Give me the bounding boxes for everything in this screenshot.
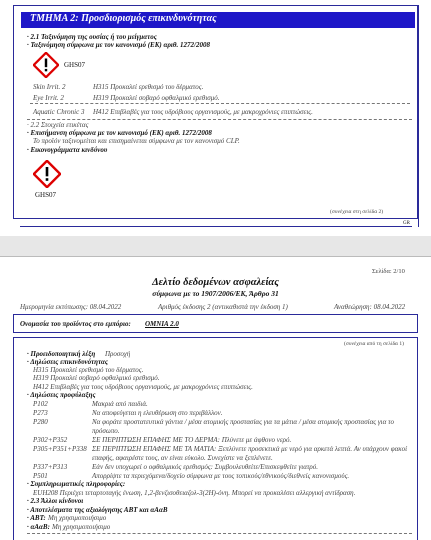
class-row-cls: Skin Irrit. 2 <box>33 83 66 91</box>
divider <box>30 103 410 104</box>
page-gap <box>0 236 431 257</box>
section-title: ΤΜΗΜΑ 2: Προσδιορισμός επικινδυνότητας <box>30 13 217 24</box>
version-number: Αριθμός έκδοσης 2 (αντικαθιστά την έκδοση 1) <box>158 303 288 311</box>
hazard-heading: · Δηλώσεις επικινδυνότητας <box>27 358 108 366</box>
precaution-code: P305+P351+P338 <box>33 445 87 453</box>
country-code: GR <box>403 221 410 226</box>
ghs07-exclamation-icon <box>33 160 61 188</box>
precaution-text: Να φοράτε προστατευτικά γάντια / μέσα ατομικής προστασίας για τα μάτια / μέσα ατομικής προστασίας για το πρόσωπο. <box>92 418 395 435</box>
s22-text: Το προϊόν ταξινομείται και επισημαίνεται σύμφωνα με τον κανονισμό CLP. <box>33 137 240 145</box>
supplementary-heading: · Συμπληρωματικές πληροφορίες: <box>27 480 126 488</box>
precaution-text: Απορρίψτε τα περιεχόμενα/δοχείο σύμφωνα με τους τοπικούς/εθνικούς/διεθνείς κανονισμούς. <box>92 472 350 480</box>
ghs07-exclamation-icon <box>33 52 59 78</box>
page1-right-margin-line <box>418 5 419 227</box>
doc-subtitle: σύμφωνα με το 1907/2006/ΕΚ, Άρθρο 31 <box>152 289 279 298</box>
hazard-statement: H319 Προκαλεί σοβαρό οφθαλμικό ερεθισμό. <box>33 374 160 382</box>
s21-heading: · 2.1 Ταξινόμηση της ουσίας ή του μείγματος <box>27 33 157 41</box>
precaution-code: P280 <box>33 418 48 426</box>
revision-date: Αναθεώρηση: 08.04.2022 <box>334 303 406 311</box>
precaution-text: Εάν δεν υποχωρεί ο οφθαλμικός ερεθισμός: Συμβουλευθείτε/Επισκεφθείτε γιατρό. <box>92 463 319 471</box>
divider <box>27 533 412 534</box>
precaution-code: P273 <box>33 409 48 417</box>
hazard-statement: H315 Προκαλεί ερεθισμό του δέρματος. <box>33 366 144 374</box>
class-row-text: H412 Επιβλαβές για τους υδρόβιους οργανισμούς, με μακροχρόνιες επιπτώσεις. <box>93 108 313 116</box>
class-row-text: H319 Προκαλεί σοβαρό οφθαλμικό ερεθισμό. <box>93 94 220 102</box>
divider <box>27 119 412 120</box>
s22-heading: · 2.2 Στοιχεία ετικέτας <box>27 121 89 129</box>
trade-name-label: Ονομασία του προϊόντος στο εμπόριο: <box>20 320 131 328</box>
continued-note: (συνέχεια στη σελίδα 2) <box>330 209 384 215</box>
class-row-cls: Eye Irrit. 2 <box>33 94 64 102</box>
precaution-code: P337+P313 <box>33 463 68 471</box>
pbt-value: Μη χρησιμοποιήσιμο <box>48 514 107 522</box>
page-gap-line <box>0 256 431 257</box>
class-row-cls: Aquatic Chronic 3 <box>33 108 85 116</box>
precaution-text: ΣΕ ΠΕΡΙΠΤΩΣΗ ΕΠΑΦΗΣ ΜΕ ΤΑ ΜΑΤΙΑ: Ξεπλύνετε προσεκτικά με νερό για αρκετά λεπτά. Αν υπάρχουν φακοί επαφής, αφαιρέστε τους, αν είναι εύκολο. Συνεχίστε να ξεπλένετε. <box>92 445 408 462</box>
pbt-label: · ΑΒΤ: <box>27 514 46 522</box>
class-row-text: H315 Προκαλεί ερεθισμό του δέρματος. <box>93 83 204 91</box>
ghs07-label: GHS07 <box>64 61 86 69</box>
s22-sub: · Επισήμανση σύμφωνα με τον κανονισμό (ΕΚ) αριθ. 1272/2008 <box>27 129 212 137</box>
doc-title: Δελτίο δεδομένων ασφαλείας <box>152 277 279 288</box>
trade-name-value: OMNIA 2.0 <box>145 320 179 328</box>
precaution-code: P302+P352 <box>33 436 68 444</box>
s21-sub: · Ταξινόμηση σύμφωνα με τον κανονισμό (ΕΚ) αριθ. 1272/2008 <box>27 41 210 49</box>
precaution-text: Να αποφεύγεται η ελευθέρωση στο περιβάλλον. <box>92 409 223 417</box>
ghs07-label: GHS07 <box>35 191 57 199</box>
s22-pictograms: · Εικονογράμματα κινδύνου <box>27 146 108 154</box>
vpvb-label: · αΑαΒ: <box>27 523 50 531</box>
page1-bottom-margin-line <box>20 226 412 227</box>
vpvb-value: Μη χρησιμοποιήσιμο <box>52 523 111 531</box>
s23-heading: · 2.3 Άλλοι κίνδυνοι <box>27 497 84 505</box>
signal-word: Προσοχή <box>105 350 131 358</box>
precaution-text: Μακριά από παιδιά. <box>92 400 148 408</box>
page-number: Σελίδα: 2/10 <box>372 268 405 275</box>
supplementary-text: EUH208 Περιέχει τεταρτοταγής ένωση, 1,2-βενζισοθειαζολ-3(2Η)-όνη. Μπορεί να προκαλέσει αλλεργική αντίδραση. <box>33 489 356 497</box>
precaution-code: P501 <box>33 472 48 480</box>
precaution-text: ΣΕ ΠΕΡΙΠΤΩΣΗ ΕΠΑΦΗΣ ΜΕ ΤΟ ΔΕΡΜΑ: Πλύνετε με άφθονο νερό. <box>92 436 292 444</box>
signal-label: · Προειδοποιητική λέξη <box>27 350 96 358</box>
pbt-heading: · Αποτελέσματα της αξιολόγησης ΑΒΤ και αΑαΒ <box>27 506 168 514</box>
precaution-code: P102 <box>33 400 48 408</box>
from-page-note: (συνέχεια από τη σελίδα 1) <box>344 341 404 347</box>
precaution-heading: · Δηλώσεις προφύλαξης <box>27 391 96 399</box>
hazard-statement: H412 Επιβλαβές για τους υδρόβιους οργανισμούς, με μακροχρόνιες επιπτώσεις. <box>33 383 253 391</box>
print-date: Ημερομηνία εκτύπωσης: 08.04.2022 <box>20 303 122 311</box>
